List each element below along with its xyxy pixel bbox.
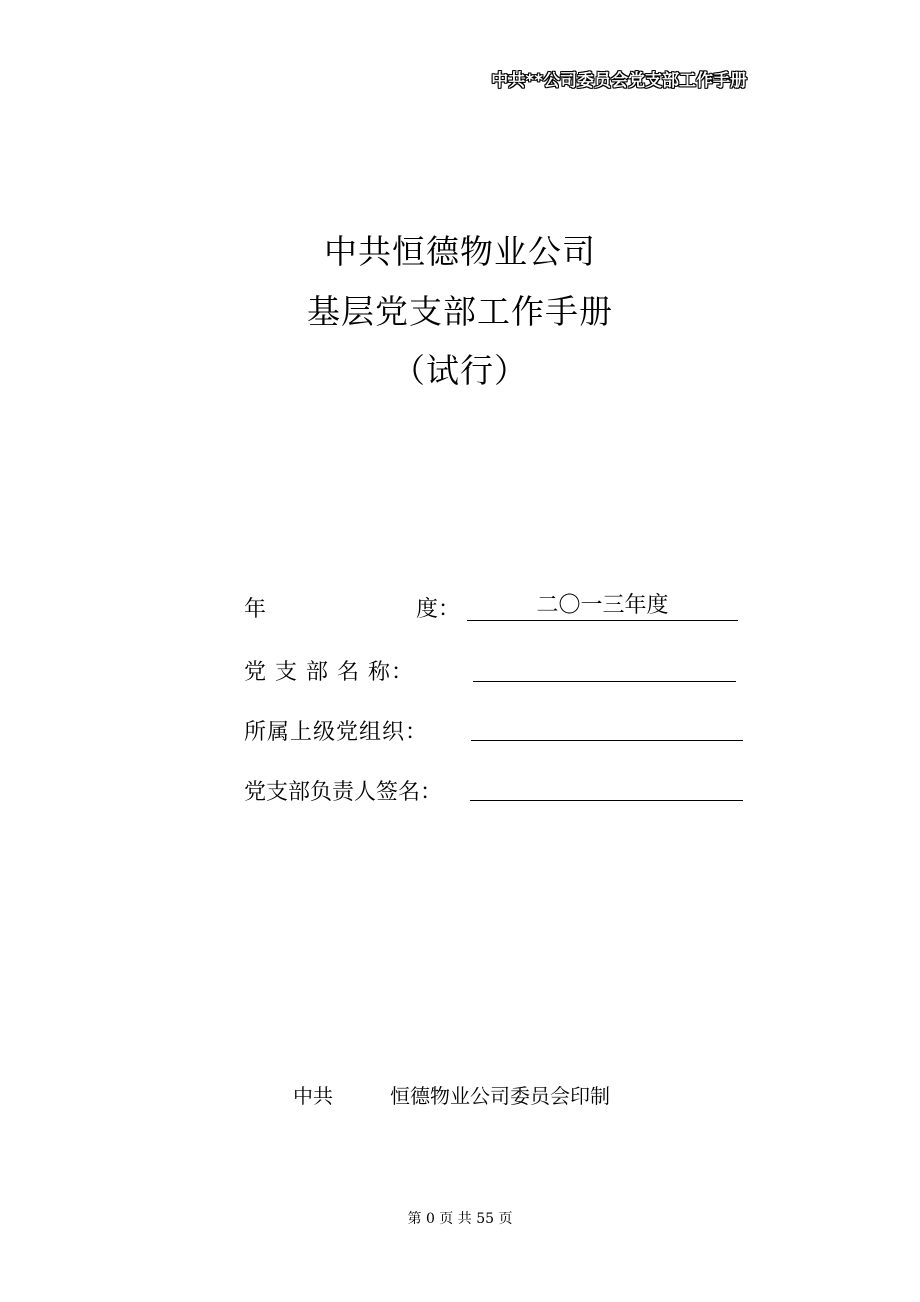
leader-sign-label: 党支部负责人签名： [244,780,443,805]
running-header: 中共**公司委员会党支部工作手册 [491,71,747,91]
branch-name-label: 党 支 部 名 称： [244,660,414,685]
printing-org-b: 恒德物业公司委员会印制 [390,1084,610,1108]
printing-org-a: 中共 [293,1084,333,1108]
leader-sign-field[interactable] [470,772,743,801]
parent-org-label: 所属上级党组织： [244,720,429,745]
year-label-a: 年 [244,597,267,622]
page-number: 第 0 页 共 55 页 [407,1211,513,1227]
title-line-2: 基层党支部工作手册 [307,292,613,331]
year-value: 二〇一三年度 [536,593,669,618]
parent-org-field[interactable] [471,712,743,741]
title-line-3: （试行） [392,351,528,390]
year-label-b: 度： [416,597,461,622]
branch-name-field[interactable] [473,653,736,682]
title-line-1: 中共恒德物业公司 [324,232,596,271]
year-field[interactable] [467,592,738,621]
